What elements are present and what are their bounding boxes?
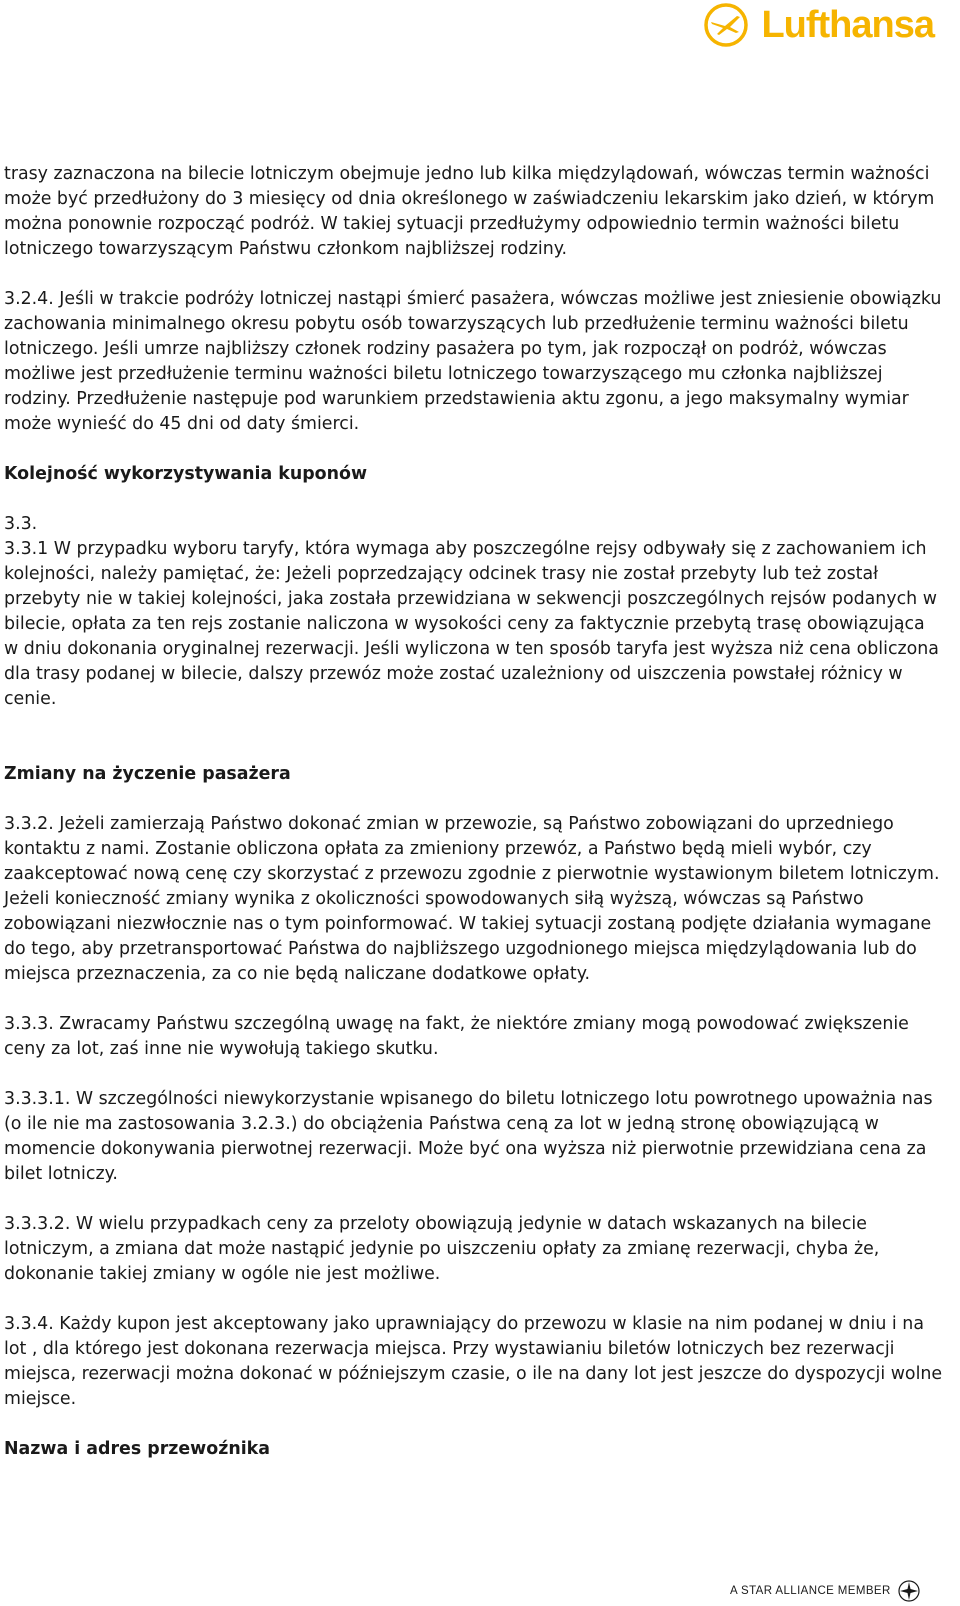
star-alliance-text: A STAR ALLIANCE MEMBER <box>730 1585 891 1597</box>
page-header <box>0 0 960 60</box>
section-heading: Nazwa i adres przewoźnika <box>4 1439 270 1459</box>
lufthansa-logo <box>703 2 934 48</box>
paragraph: 3.3.4. Każdy kupon jest akceptowany jako uprawniający do przewozu w klasie na nim podanej w dniu i na lot , dla którego jest dokonana rezerwacja miejsca. Przy wystawianiu biletów lotniczych bez rezerwacji miejsca, rezerwacji można dokonać w późniejszym czasie, o ile na dany lot jest jeszcze do dyspozycji wolne miejsce. <box>4 1314 943 1409</box>
crane-logo-icon <box>703 2 749 48</box>
brand-name: Lufthansa <box>761 3 934 46</box>
page-footer <box>730 1580 950 1602</box>
star-alliance-icon <box>897 1579 921 1603</box>
paragraph: 3.3.1 W przypadku wyboru taryfy, która wymaga aby poszczególne rejsy odbywały się z zachowaniem ich kolejności, należy pamiętać, że: Jeżeli poprzedzający odcinek trasy nie został przebyty lub też został przebyty nie w takiej kolejności, jaka została przewidziana w sekwencji poszczególnych rejsów podanych w bilecie, opłata za ten rejs zostanie naliczona w wysokości ceny za faktycznie przebytą trasę obowiązująca w dniu dokonania oryginalnej rezerwacji. Jeśli wyliczona w ten sposób taryfa jest wyższa niż cena obliczona dla trasy podanej w bilecie, dalszy przewóz może zostać uzależniony od uiszczenia powstałej różnicy w cenie. <box>4 539 939 709</box>
paragraph: 3.3.2. Jeżeli zamierzają Państwo dokonać zmian w przewozie, są Państwo zobowiązani do uprzedniego kontaktu z nami. Zostanie obliczona opłata za zmieniony przewóz, a Państwo będą mieli wybór, czy zaakceptować nową cenę czy skorzystać z przewozu zgodnie z pierwotnie wystawionym biletem lotniczym. Jeżeli konieczność zmiany wynika z okoliczności spowodowanych siłą wyższą, wówczas są Państwo zobowiązani niezwłocznie nas o tym poinformować. W takiej sytuacji zostaną podjęte działania wymagane do tego, aby przetransportować Państwa do najbliższego uzgodnionego miejsca międzylądowania lub do miejsca przeznaczenia, za co nie będą naliczane dodatkowe opłaty. <box>4 814 940 984</box>
paragraph: 3.3.3. Zwracamy Państwu szczególną uwagę na fakt, że niektóre zmiany mogą powodować zwiększenie ceny za lot, zaś inne nie wywołują takiego skutku. <box>4 1014 909 1059</box>
paragraph: 3.2.4. Jeśli w trakcie podróży lotniczej nastąpi śmierć pasażera, wówczas możliwe jest zniesienie obowiązku zachowania minimalnego okresu pobytu osób towarzyszących lub przedłużenie terminu ważności biletu lotniczego. Jeśli umrze najbliższy członek rodziny pasażera po tym, jak rozpoczął on podróż, wówczas możliwe jest przedłużenie terminu ważności biletu lotniczego towarzyszącego mu członka najbliższej rodziny. Przedłużenie następuje pod warunkiem przedstawienia aktu zgonu, a jego maksymalny wymiar może wynieść do 45 dni od daty śmierci. <box>4 289 942 434</box>
paragraph: 3.3.3.1. W szczególności niewykorzystanie wpisanego do biletu lotniczego lotu powrotnego upoważnia nas (o ile nie ma zastosowania 3.2.3.) do obciążenia Państwa ceną za lot w jedną stronę obowiązującą w momencie dokonywania pierwotnej rezerwacji. Może być ona wyższa niż pierwotnie przewidziana cena za bilet lotniczy. <box>4 1089 933 1184</box>
paragraph: 3.3. <box>4 514 38 534</box>
section-heading: Kolejność wykorzystywania kuponów <box>4 464 368 484</box>
document-body <box>4 162 944 1487</box>
section-heading: Zmiany na życzenie pasażera <box>4 764 291 784</box>
paragraph: 3.3.3.2. W wielu przypadkach ceny za przeloty obowiązują jedynie w datach wskazanych na bilecie lotniczym, a zmiana dat może nastąpić jedynie po uiszczeniu opłaty za zmianę rezerwacji, chyba że, dokonanie takiej zmiany w ogóle nie jest możliwe. <box>4 1214 880 1284</box>
paragraph: trasy zaznaczona na bilecie lotniczym obejmuje jedno lub kilka międzylądowań, wówczas termin ważności może być przedłużony do 3 miesięcy od dnia określonego w zaświadczeniu lekarskim jako dzień, w którym można ponownie rozpocząć podróż. W takiej sytuacji przedłużymy odpowiednio termin ważności biletu lotniczego towarzyszącym Państwu członkom najbliższej rodziny. <box>4 164 935 259</box>
